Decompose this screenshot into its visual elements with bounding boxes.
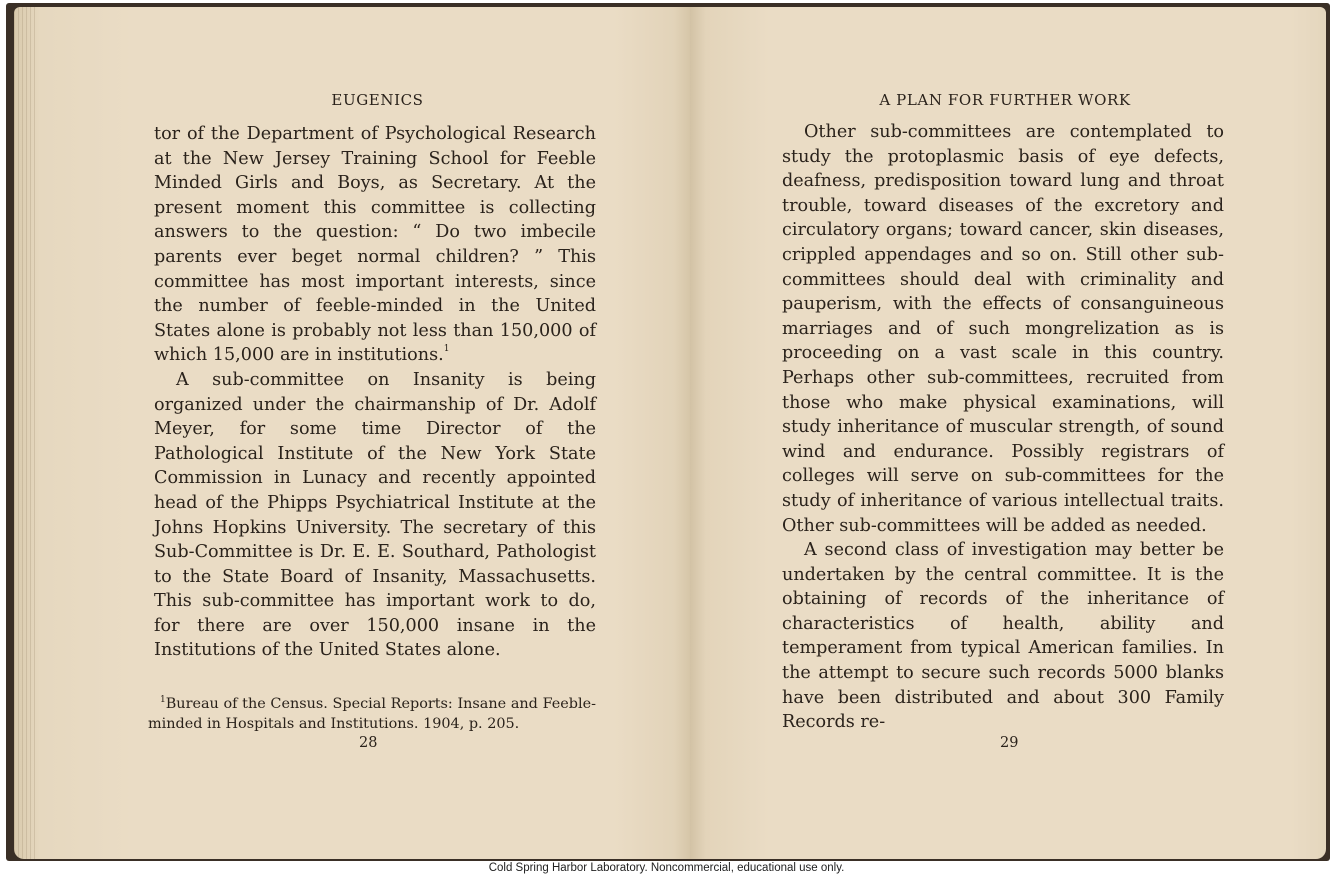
right-running-header: A PLAN FOR FURTHER WORK bbox=[879, 91, 1131, 109]
open-book bbox=[6, 3, 1330, 861]
left-body-text bbox=[154, 122, 596, 663]
page-edge bbox=[14, 7, 36, 859]
left-running-header: EUGENICS bbox=[331, 91, 424, 109]
footnote-text: Bureau of the Census. Special Reports: Insane and Feeble-minded in Hospitals and Institutions. 1904, p. 205. bbox=[148, 696, 596, 732]
left-paragraph-2: A sub-committee on Insanity is being organized under the chairmanship of Dr. Adolf Meyer, for some time Director of the Pathological Institute of the New York State Commission in Lunacy and recently appointed head of the Phipps Psychiatrical Institute at the Johns Hopkins University. The secretary of this Sub-Committee is Dr. E. E. Southard, Pathologist to the State Board of Insanity, Massachusetts. This sub-committee has important work to do, for there are over 150,000 insane in the Institutions of the United States alone. bbox=[154, 369, 596, 661]
credit-line: Cold Spring Harbor Laboratory. Noncommercial, educational use only. bbox=[488, 862, 845, 874]
right-page-number: 29 bbox=[1000, 735, 1019, 751]
right-page bbox=[690, 7, 1326, 859]
left-paragraph-1: tor of the Department of Psychological Research at the New Jersey Training School for Feeble Minded Girls and Boys, as Secretary. At the present moment this committee is collecting answers to the question: “ Do two imbecile parents ever beget normal children? ” This committee has most important interests, since the number of feeble-minded in the United States alone is probably not less than 150,000 of which 15,000 are in institutions.$^1$ bbox=[154, 124, 596, 366]
right-paragraph-2: A second class of investigation may better be undertaken by the central committee. It is the obtaining of records of the inheritance of characteristics of health, ability and temperament from typical American families. In the attempt to secure such records 5000 blanks have been distributed and about 300 Family Records re- bbox=[782, 540, 1224, 733]
left-page bbox=[14, 7, 690, 859]
footnote bbox=[148, 694, 596, 734]
right-paragraph-1: Other sub-committees are contemplated to study the protoplasmic basis of eye defects, deafness, predisposition toward lung and throat trouble, toward diseases of the excretory and circulatory organs; toward cancer, skin diseases, crippled appendages and so on. Still other sub-committees should deal with criminality and pauperism, with the effects of consanguineous marriages and of such mongrelization as is proceeding on a vast scale in this country. Perhaps other sub-committees, recruited from those who make physical examinations, will study inheritance of muscular strength, of sound wind and endurance. Possibly registrars of colleges will serve on sub-committees for the study of inheritance of various intellectual traits. Other sub-committees will be added as needed. bbox=[782, 122, 1224, 536]
footnote-marker: 1 bbox=[160, 695, 166, 705]
left-page-number: 28 bbox=[359, 735, 378, 751]
right-body-text bbox=[782, 120, 1224, 735]
footnote-reference: 1 bbox=[443, 344, 450, 355]
